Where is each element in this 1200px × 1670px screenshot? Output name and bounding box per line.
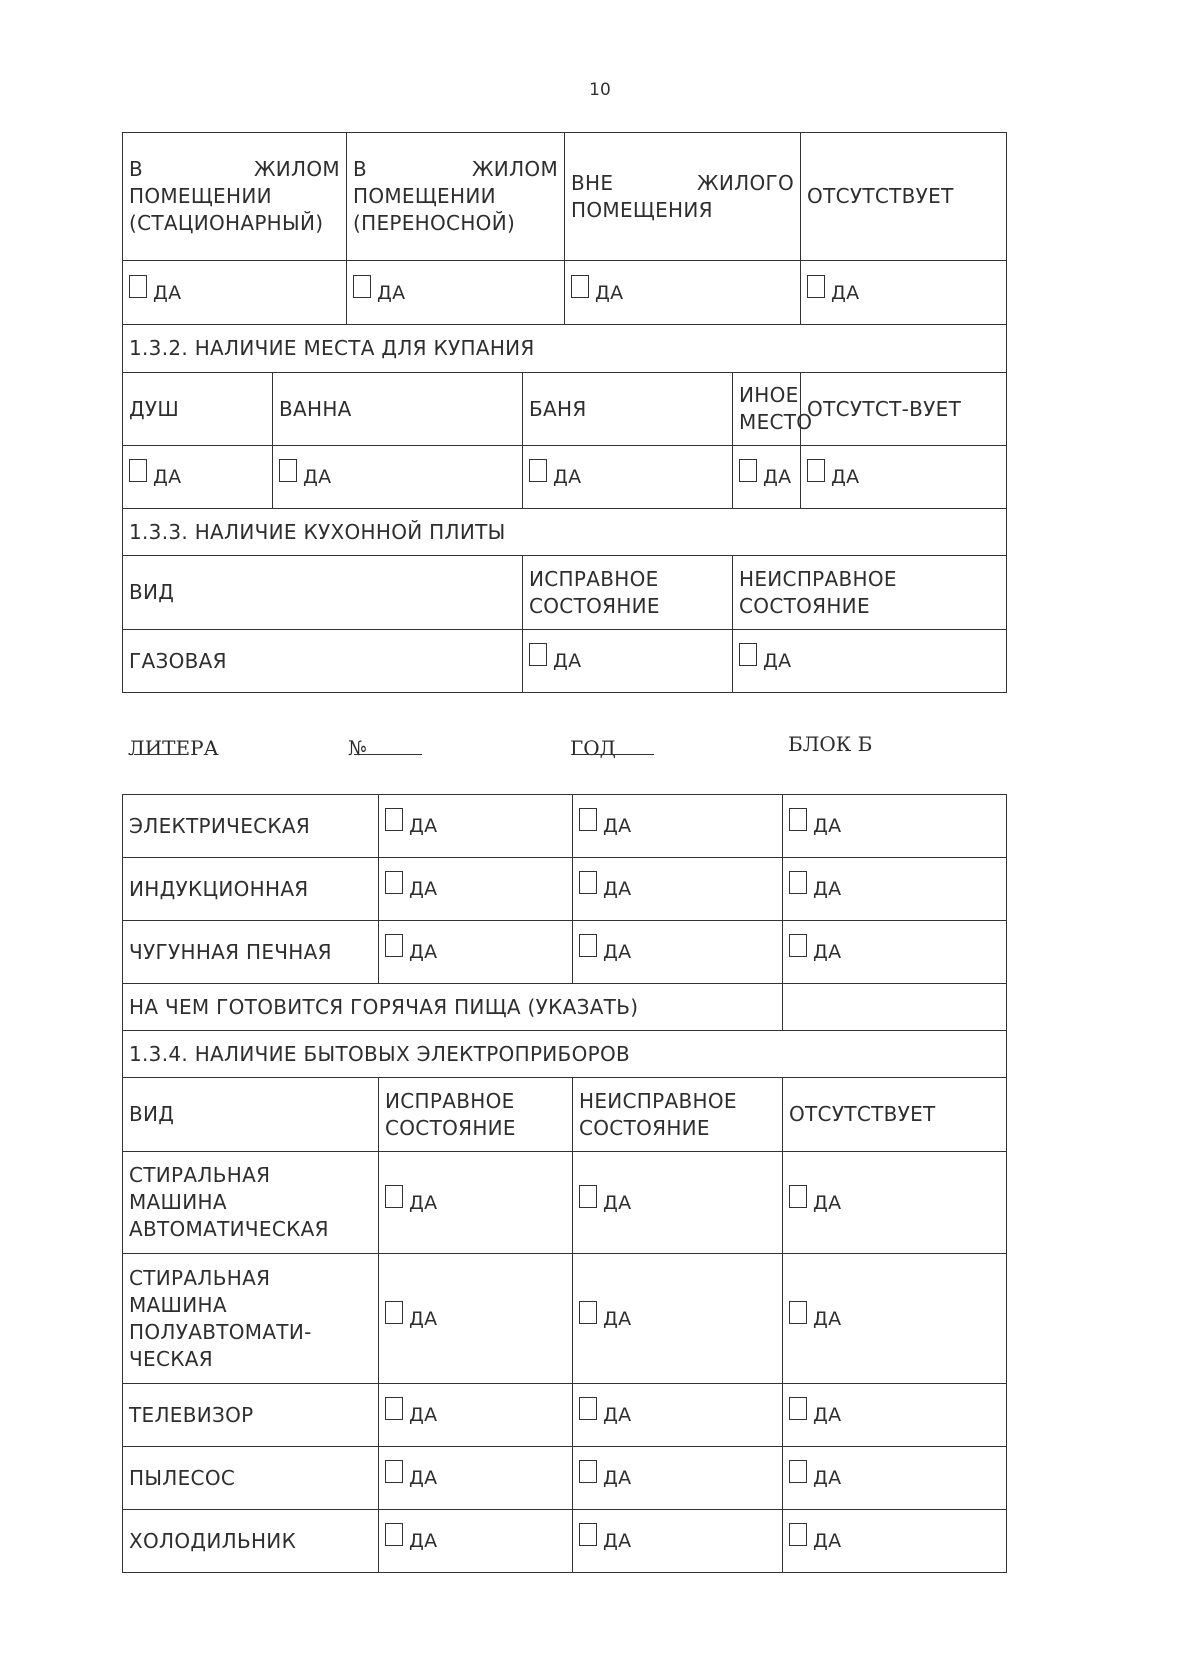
bathing-option-absent: ОТСУТСТ-ВУЕТ (801, 373, 1007, 446)
checkbox-cell (565, 261, 801, 325)
checkbox-box[interactable] (529, 643, 547, 666)
checkbox-cell (573, 1447, 783, 1510)
checkbox-label: ДА (409, 1404, 438, 1426)
checkbox-box[interactable] (579, 934, 597, 957)
checkbox-label: ДА (813, 1191, 842, 1214)
checkbox-label: ДА (153, 281, 182, 304)
checkbox-cell (573, 1384, 783, 1447)
checkbox-label: ДА (603, 815, 632, 837)
checkbox-cell (783, 795, 1007, 858)
checkbox-label: ДА (603, 1467, 632, 1489)
checkbox-box[interactable] (789, 1397, 807, 1420)
checkbox-box[interactable] (789, 808, 807, 831)
checkbox-absent[interactable] (807, 278, 860, 304)
checkbox-box[interactable] (579, 1523, 597, 1546)
checkbox-box[interactable] (789, 1460, 807, 1483)
checkbox-cell (783, 1384, 1007, 1447)
checkbox-label: ДА (303, 466, 332, 488)
checkbox-cell (783, 1152, 1007, 1254)
checkbox-cell (573, 921, 783, 984)
checkbox-cell (379, 1152, 573, 1254)
checkbox-box[interactable] (385, 934, 403, 957)
bathing-option-other: ИНОЕ МЕСТО (733, 373, 801, 446)
checkbox-electric-broken[interactable] (579, 811, 632, 837)
appliances-col-absent: ОТСУТСТВУЕТ (783, 1078, 1007, 1152)
checkbox-label: ДА (409, 941, 438, 963)
checkbox-electric-absent[interactable] (789, 811, 842, 837)
checkbox-cell (523, 446, 733, 509)
checkbox-cell (783, 921, 1007, 984)
checkbox-box[interactable] (739, 459, 757, 482)
checkbox-vacuum-absent[interactable] (789, 1463, 842, 1489)
checkbox-box[interactable] (789, 1301, 807, 1324)
checkbox-cell (801, 446, 1007, 509)
section-title-appliances: 1.3.4. НАЛИЧИЕ БЫТОВЫХ ЭЛЕКТРОПРИБОРОВ (123, 1031, 1007, 1078)
hot-food-question: НА ЧЕМ ГОТОВИТСЯ ГОРЯЧАЯ ПИЩА (УКАЗАТЬ) (123, 984, 783, 1031)
checkbox-castiron-working[interactable] (385, 937, 438, 963)
stove-row-label: ГАЗОВАЯ (123, 630, 523, 693)
checkbox-label: ДА (831, 281, 860, 304)
checkbox-cell (801, 261, 1007, 325)
appliance-row-label: ХОЛОДИЛЬНИК (123, 1510, 379, 1573)
checkbox-box[interactable] (807, 459, 825, 482)
checkbox-label: ДА (377, 281, 406, 304)
checkbox-bath[interactable] (279, 462, 332, 488)
checkbox-stationary[interactable] (129, 278, 182, 304)
checkbox-washer-auto-absent[interactable] (789, 1188, 842, 1214)
appliances-col-type: ВИД (123, 1078, 379, 1152)
checkbox-cell (783, 1254, 1007, 1384)
checkbox-box[interactable] (807, 275, 825, 298)
checkbox-washer-semi-absent[interactable] (789, 1304, 842, 1330)
document-footer (0, 728, 1200, 768)
appliance-row-label: СТИРАЛЬНАЯ МАШИНА АВТОМАТИЧЕСКАЯ (123, 1152, 379, 1254)
appliance-row-label: ТЕЛЕВИЗОР (123, 1384, 379, 1447)
checkbox-shower[interactable] (129, 462, 182, 488)
checkbox-tv-absent[interactable] (789, 1400, 842, 1426)
checkbox-box[interactable] (529, 459, 547, 482)
checkbox-box[interactable] (385, 1185, 403, 1208)
header-portable: В ЖИЛОМ ПОМЕЩЕНИИ (ПЕРЕНОСНОЙ) (347, 133, 565, 261)
checkbox-label: ДА (409, 1191, 438, 1214)
checkbox-portable[interactable] (353, 278, 406, 304)
bathing-option-sauna: БАНЯ (523, 373, 733, 446)
checkbox-label: ДА (813, 1307, 842, 1330)
checkbox-other-place[interactable] (739, 462, 792, 488)
checkbox-outside[interactable] (571, 278, 624, 304)
checkbox-cell (347, 261, 565, 325)
checkbox-induction-broken[interactable] (579, 874, 632, 900)
checkbox-electric-working[interactable] (385, 811, 438, 837)
number-blank[interactable] (354, 736, 422, 755)
checkbox-label: ДА (813, 1404, 842, 1426)
checkbox-box[interactable] (579, 1397, 597, 1420)
checkbox-box[interactable] (789, 871, 807, 894)
checkbox-box[interactable] (789, 1185, 807, 1208)
checkbox-label: ДА (553, 466, 582, 488)
checkbox-vacuum-broken[interactable] (579, 1463, 632, 1489)
checkbox-cell (573, 1510, 783, 1573)
checkbox-cell (379, 921, 573, 984)
checkbox-label: ДА (603, 1404, 632, 1426)
stove-col-broken: НЕИСПРАВНОЕ СОСТОЯНИЕ (733, 556, 1007, 630)
housing-conditions-table-top (122, 132, 1007, 693)
checkbox-washer-semi-working[interactable] (385, 1304, 438, 1330)
checkbox-box[interactable] (789, 934, 807, 957)
checkbox-cell (573, 1254, 783, 1384)
checkbox-label: ДА (813, 878, 842, 900)
housing-conditions-table-bottom (122, 794, 1007, 1573)
checkbox-box[interactable] (579, 871, 597, 894)
checkbox-washer-semi-broken[interactable] (579, 1304, 632, 1330)
footer-litera-label: ЛИТЕРА (128, 736, 219, 760)
checkbox-box[interactable] (385, 1460, 403, 1483)
checkbox-fridge-absent[interactable] (789, 1526, 842, 1552)
checkbox-washer-auto-broken[interactable] (579, 1188, 632, 1214)
section-title-stove: 1.3.3. НАЛИЧИЕ КУХОННОЙ ПЛИТЫ (123, 509, 1007, 556)
checkbox-box[interactable] (579, 808, 597, 831)
appliances-col-working: ИСПРАВНОЕ СОСТОЯНИЕ (379, 1078, 573, 1152)
checkbox-label: ДА (603, 878, 632, 900)
checkbox-cell (379, 1447, 573, 1510)
checkbox-box[interactable] (579, 1460, 597, 1483)
checkbox-label: ДА (409, 1530, 438, 1552)
appliance-row-label: ПЫЛЕСОС (123, 1447, 379, 1510)
checkbox-box[interactable] (579, 1185, 597, 1208)
stove-col-type: ВИД (123, 556, 523, 630)
checkbox-cell (523, 630, 733, 693)
checkbox-label: ДА (409, 878, 438, 900)
checkbox-castiron-absent[interactable] (789, 937, 842, 963)
footer-block: БЛОК Б (788, 732, 873, 756)
checkbox-tv-broken[interactable] (579, 1400, 632, 1426)
stove-col-working: ИСПРАВНОЕ СОСТОЯНИЕ (523, 556, 733, 630)
checkbox-box[interactable] (129, 275, 147, 298)
checkbox-box[interactable] (579, 1301, 597, 1324)
checkbox-cell (273, 446, 523, 509)
section-title-bathing: 1.3.2. НАЛИЧИЕ МЕСТА ДЛЯ КУПАНИЯ (123, 325, 1007, 373)
page-number: 10 (589, 80, 611, 100)
checkbox-cell (783, 858, 1007, 921)
stove-row-label: ИНДУКЦИОННАЯ (123, 858, 379, 921)
appliance-row-label: СТИРАЛЬНАЯ МАШИНА ПОЛУАВТОМАТИ-ЧЕСКАЯ (123, 1254, 379, 1384)
checkbox-label: ДА (153, 466, 182, 488)
checkbox-cell (733, 630, 1007, 693)
appliances-col-broken: НЕИСПРАВНОЕ СОСТОЯНИЕ (573, 1078, 783, 1152)
checkbox-vacuum-working[interactable] (385, 1463, 438, 1489)
stove-row-label: ЭЛЕКТРИЧЕСКАЯ (123, 795, 379, 858)
checkbox-box[interactable] (571, 275, 589, 298)
checkbox-gas-broken[interactable] (739, 646, 792, 672)
checkbox-induction-absent[interactable] (789, 874, 842, 900)
checkbox-induction-working[interactable] (385, 874, 438, 900)
checkbox-box[interactable] (385, 1523, 403, 1546)
checkbox-cell (123, 261, 347, 325)
checkbox-cell (783, 1447, 1007, 1510)
checkbox-cell (379, 1254, 573, 1384)
checkbox-label: ДА (831, 466, 860, 488)
checkbox-label: ДА (595, 281, 624, 304)
checkbox-cell (123, 446, 273, 509)
litera-blank[interactable] (134, 736, 186, 755)
checkbox-cell (379, 858, 573, 921)
checkbox-box[interactable] (385, 1301, 403, 1324)
checkbox-cell (573, 858, 783, 921)
checkbox-label: ДА (603, 941, 632, 963)
checkbox-cell (379, 1510, 573, 1573)
checkbox-box[interactable] (385, 1397, 403, 1420)
checkbox-bathing-absent[interactable] (807, 462, 860, 488)
checkbox-box[interactable] (279, 459, 297, 482)
checkbox-cell (733, 446, 801, 509)
stove-row-label: ЧУГУННАЯ ПЕЧНАЯ (123, 921, 379, 984)
checkbox-tv-working[interactable] (385, 1400, 438, 1426)
header-stationary: В ЖИЛОМ ПОМЕЩЕНИИ (СТАЦИОНАРНЫЙ) (123, 133, 347, 261)
checkbox-gas-working[interactable] (529, 646, 582, 672)
footer-year-label: ГОД (570, 736, 616, 760)
checkbox-label: ДА (763, 650, 792, 672)
checkbox-label: ДА (603, 1191, 632, 1214)
footer-number-label: № (348, 736, 367, 760)
checkbox-fridge-working[interactable] (385, 1526, 438, 1552)
checkbox-label: ДА (763, 466, 792, 488)
checkbox-label: ДА (553, 650, 582, 672)
checkbox-label: ДА (813, 815, 842, 837)
checkbox-cell (573, 1152, 783, 1254)
bathing-option-bath: ВАННА (273, 373, 523, 446)
checkbox-box[interactable] (385, 808, 403, 831)
checkbox-castiron-broken[interactable] (579, 937, 632, 963)
checkbox-box[interactable] (353, 275, 371, 298)
bathing-option-shower: ДУШ (123, 373, 273, 446)
checkbox-washer-auto-working[interactable] (385, 1188, 438, 1214)
checkbox-cell (573, 795, 783, 858)
checkbox-label: ДА (813, 1530, 842, 1552)
checkbox-box[interactable] (739, 643, 757, 666)
checkbox-label: ДА (813, 941, 842, 963)
checkbox-box[interactable] (385, 871, 403, 894)
year-blank[interactable] (576, 736, 654, 755)
checkbox-box[interactable] (789, 1523, 807, 1546)
checkbox-fridge-broken[interactable] (579, 1526, 632, 1552)
checkbox-label: ДА (409, 815, 438, 837)
hot-food-answer-field[interactable] (783, 984, 1007, 1031)
checkbox-label: ДА (813, 1467, 842, 1489)
header-absent: ОТСУТСТВУЕТ (801, 133, 1007, 261)
checkbox-box[interactable] (129, 459, 147, 482)
checkbox-label: ДА (603, 1530, 632, 1552)
checkbox-label: ДА (409, 1307, 438, 1330)
checkbox-cell (379, 1384, 573, 1447)
checkbox-label: ДА (409, 1467, 438, 1489)
checkbox-sauna[interactable] (529, 462, 582, 488)
checkbox-cell (379, 795, 573, 858)
checkbox-cell (783, 1510, 1007, 1573)
checkbox-label: ДА (603, 1307, 632, 1330)
header-outside: ВНЕ ЖИЛОГО ПОМЕЩЕНИЯ (565, 133, 801, 261)
